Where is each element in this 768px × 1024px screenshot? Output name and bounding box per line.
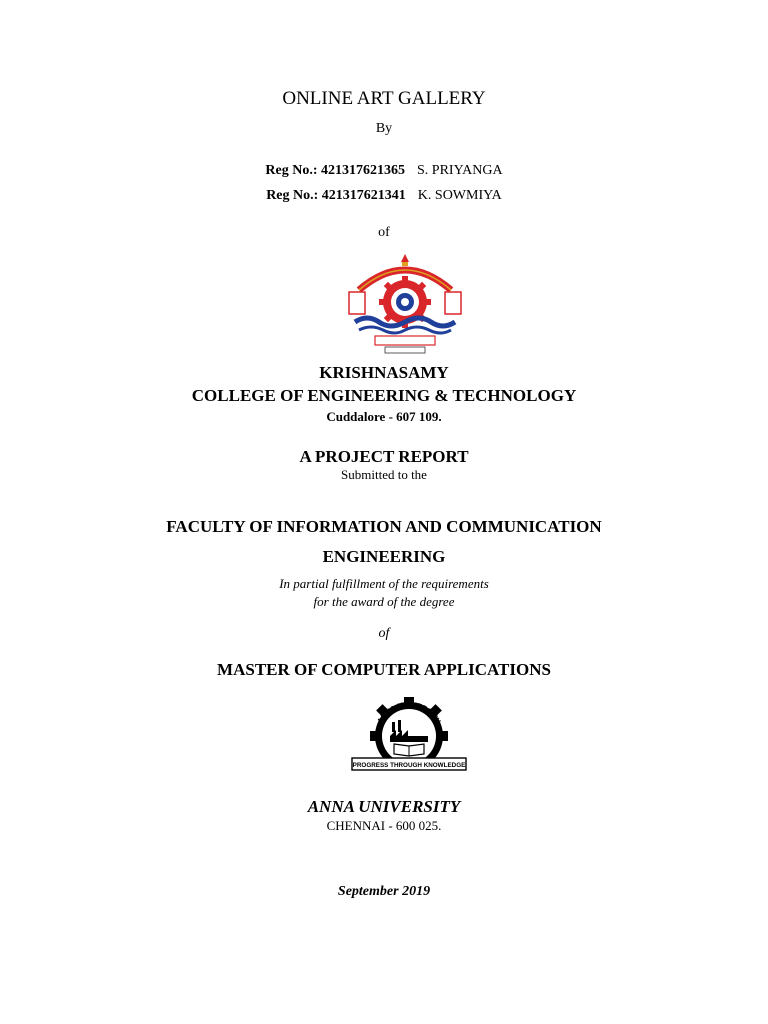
- submission-date: September 2019: [337, 884, 431, 899]
- student-reg-line: [0, 163, 768, 179]
- university-emblem-logo: [348, 694, 470, 774]
- college-address: Cuddalore - 607 109.: [326, 409, 442, 424]
- by-label: By: [375, 121, 393, 136]
- faculty-name-line1: FACULTY OF INFORMATION AND COMMUNICATION: [166, 517, 602, 536]
- college-emblem-logo: [345, 252, 465, 357]
- of-degree-label: of: [378, 626, 390, 641]
- reg-label: Reg No.:: [266, 188, 319, 203]
- reg-number: 421317621341: [321, 188, 406, 203]
- reg-label: Reg No.:: [265, 163, 318, 178]
- college-name-line1: KRISHNASAMY: [319, 363, 449, 382]
- fulfillment-text-line1: In partial fulfillment of the requirements: [279, 576, 489, 591]
- university-name: ANNA UNIVERSITY: [307, 797, 461, 816]
- college-name-line2: COLLEGE OF ENGINEERING & TECHNOLOGY: [191, 386, 577, 405]
- fulfillment-text-line2: for the award of the degree: [313, 594, 455, 609]
- student-reg-line: [0, 188, 768, 204]
- degree-name: MASTER OF COMPUTER APPLICATIONS: [217, 660, 551, 679]
- project-report-heading: A PROJECT REPORT: [299, 447, 469, 466]
- report-title: ONLINE ART GALLERY: [282, 88, 486, 109]
- submitted-to-label: Submitted to the: [341, 467, 427, 482]
- student-name: S. PRIYANGA: [417, 163, 503, 178]
- reg-number: 421317621365: [321, 163, 406, 178]
- of-label: of: [378, 225, 390, 240]
- logo-arc-text: ANNA UNIVERSITY: [375, 699, 443, 726]
- logo-motto-text: PROGRESS THROUGH KNOWLEDGE: [352, 762, 466, 769]
- faculty-name-line2: ENGINEERING: [322, 547, 446, 566]
- student-name: K. SOWMIYA: [417, 188, 502, 203]
- university-city: CHENNAI - 600 025.: [326, 818, 442, 833]
